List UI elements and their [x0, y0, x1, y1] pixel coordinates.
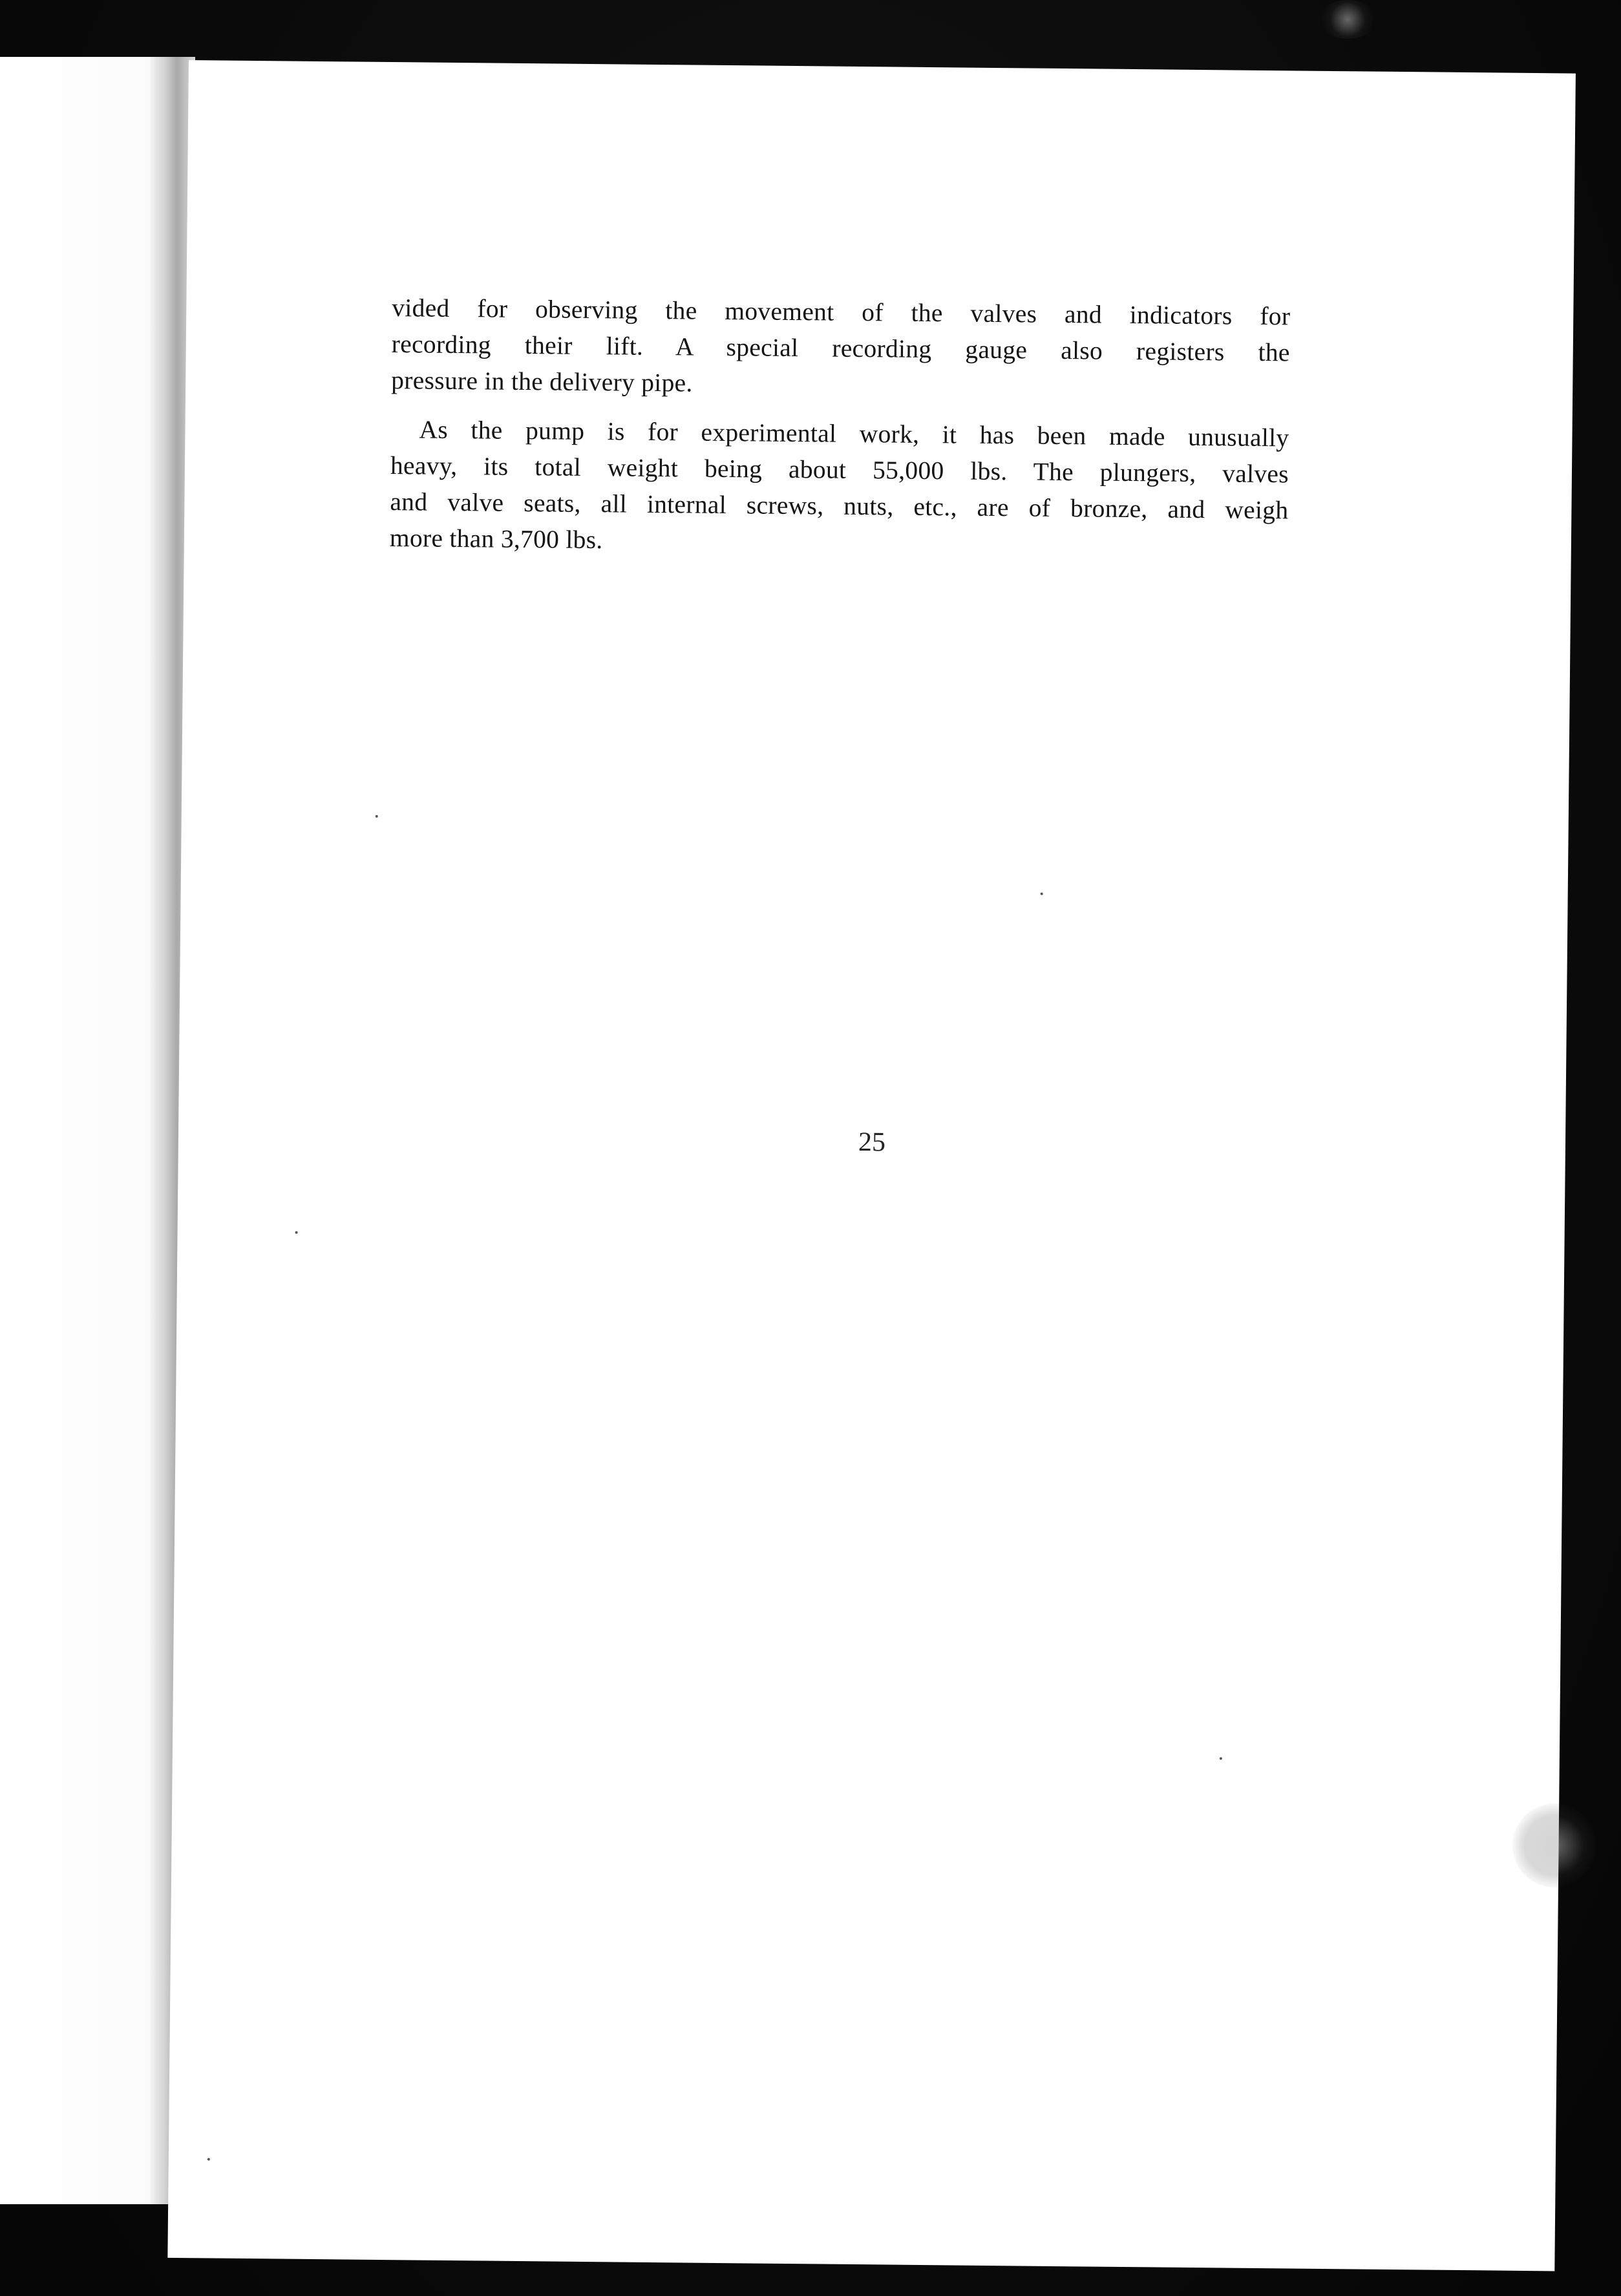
paper-speck	[376, 815, 378, 818]
paper-speck	[1220, 1757, 1222, 1759]
text-line: vided for observing the movement of the valves and indicators for	[392, 293, 1291, 331]
scanner-glare	[1512, 1803, 1596, 1887]
body-text	[390, 290, 1291, 564]
text-line: As the pump is for experimental work, it has been made unusually	[419, 415, 1289, 452]
page-25	[167, 60, 1576, 2271]
paper-speck	[207, 2158, 210, 2160]
page-number: 25	[858, 1127, 886, 1158]
text-line: recording their lift. A special recording gauge also registers the	[391, 330, 1290, 367]
text-line: more than 3,700 lbs.	[389, 524, 603, 555]
text-line: heavy, its total weight being about 55,000 lbs. The plungers, valves	[390, 451, 1289, 489]
text-line: pressure in the delivery pipe.	[391, 366, 693, 398]
paper-speck	[295, 1231, 298, 1234]
scanner-glare	[1319, 0, 1377, 39]
paper-speck	[1041, 893, 1043, 895]
text-line: and valve seats, all internal screws, nuts, etc., are of bronze, and weigh	[390, 487, 1289, 525]
